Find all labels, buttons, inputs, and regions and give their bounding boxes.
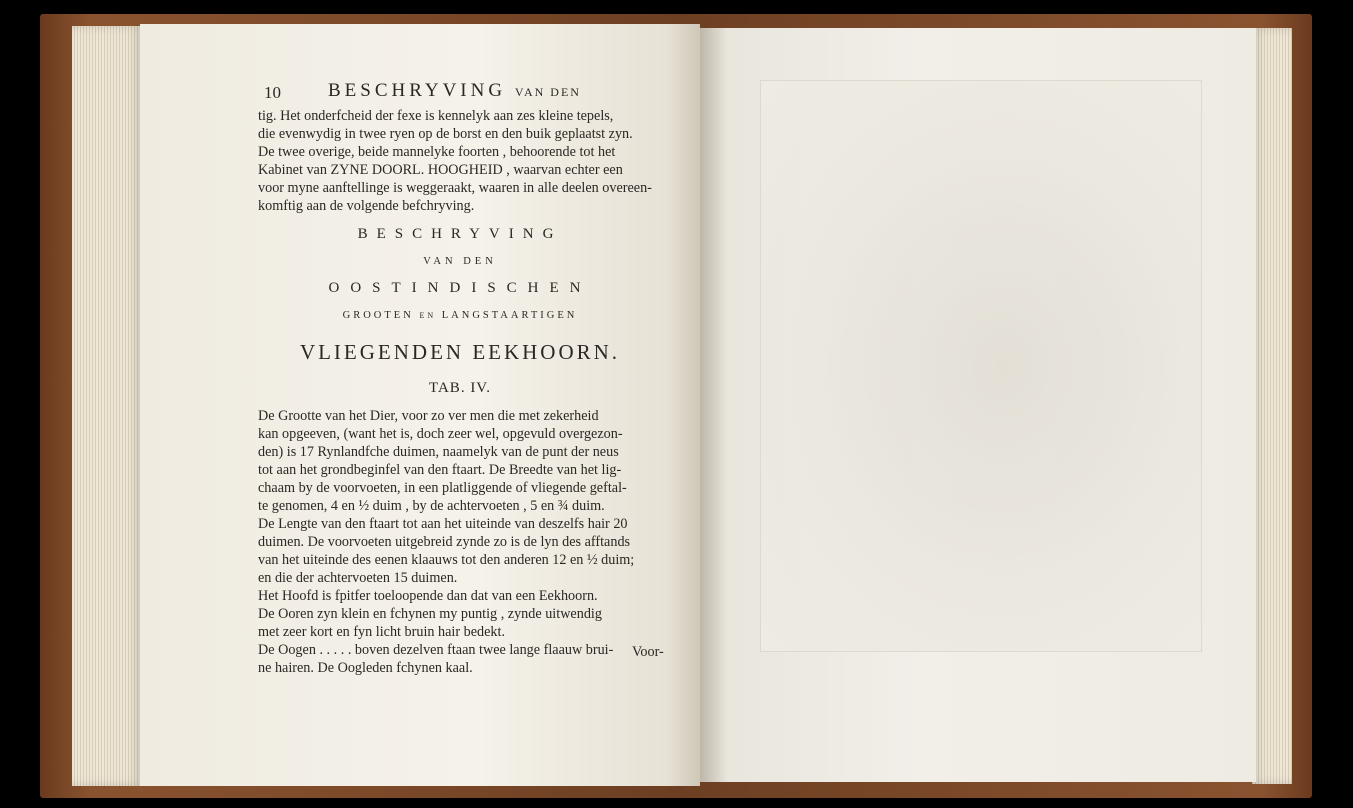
intro-line: die evenwydig in twee ryen op de borst en den buik geplaatst zyn. [258, 126, 633, 142]
body-line: De Ooren zyn klein en fchynen my puntig , zynde uitwendig [258, 606, 602, 622]
body-line: chaam by de voorvoeten, in een platliggende of vliegende geftal- [258, 480, 627, 496]
page-edges-left [72, 26, 142, 786]
body-line: De Grootte van het Dier, voor zo ver men die met zekerheid [258, 408, 599, 424]
page-edges-right [1252, 28, 1292, 784]
body-line: kan opgeeven, (want het is, doch zeer wel, opgevuld overgezon- [258, 426, 623, 442]
body-line: en die der achtervoeten 15 duimen. [258, 570, 458, 586]
title-beschryving: BESCHRYVING [357, 226, 563, 242]
intro-line: komftig aan de volgende befchryving. [258, 198, 475, 214]
title-main: VLIEGENDEN EEKHOORN. [299, 340, 621, 364]
body-line: duimen. De voorvoeten uitgebreid zynde zo is de lyn des afftands [258, 534, 631, 550]
running-head-main: BESCHRYVING [328, 80, 507, 101]
title-grooten: GROOTEN [342, 310, 414, 321]
body-line: De Oogen . . . . . boven dezelven ftaan twee lange flaauw brui- [258, 642, 614, 658]
body-line: ne hairen. De Oogleden fchynen kaal. [258, 660, 473, 676]
body-line: van het uiteinde des eenen klaauws tot den anderen 12 en ½ duim; [258, 552, 635, 568]
body-line: De Lengte van den ftaart tot aan het uiteinde van deszelfs hair 20 [258, 516, 628, 532]
intro-line: Kabinet van ZYNE DOORL. HOOGHEID , waarvan echter een [258, 162, 623, 178]
title-van-den: VAN DEN [423, 256, 497, 267]
body-line: tot aan het grondbeginfel van den ftaart. De Breedte van het lig- [258, 462, 622, 478]
running-head [328, 80, 581, 102]
intro-line: tig. Het onderfcheid der fexe is kennelyk aan zes kleine tepels, [258, 108, 614, 124]
page-number: 10 [264, 83, 281, 102]
intro-line: De twee overige, beide mannelyke foorten , behoorende tot het [258, 144, 616, 160]
body-line: te genomen, 4 en ½ duim , by de achtervoeten , 5 en ¾ duim. [258, 498, 605, 514]
title-en: EN [419, 311, 437, 320]
title-oostindischen: OOSTINDISCHEN [328, 280, 592, 296]
body-line: den) is 17 Rynlandfche duimen, naamelyk van de punt der neus [258, 444, 619, 460]
catchword: Voor- [632, 644, 664, 660]
title-grooten-line [230, 310, 690, 321]
running-head-small: VAN DEN [514, 85, 581, 99]
plate-reference: TAB. IV. [429, 380, 491, 396]
body-line: Het Hoofd is fpitfer toeloopende dan dat van een Eekhoorn. [258, 588, 598, 604]
intro-line: voor myne aanftellinge is weggeraakt, waaren in alle deelen overeen- [258, 180, 652, 196]
plate-illustration [760, 80, 1202, 652]
body-line: met zeer kort en fyn licht bruin hair bedekt. [258, 624, 506, 640]
title-langstaartigen: LANGSTAARTIGEN [441, 310, 578, 321]
